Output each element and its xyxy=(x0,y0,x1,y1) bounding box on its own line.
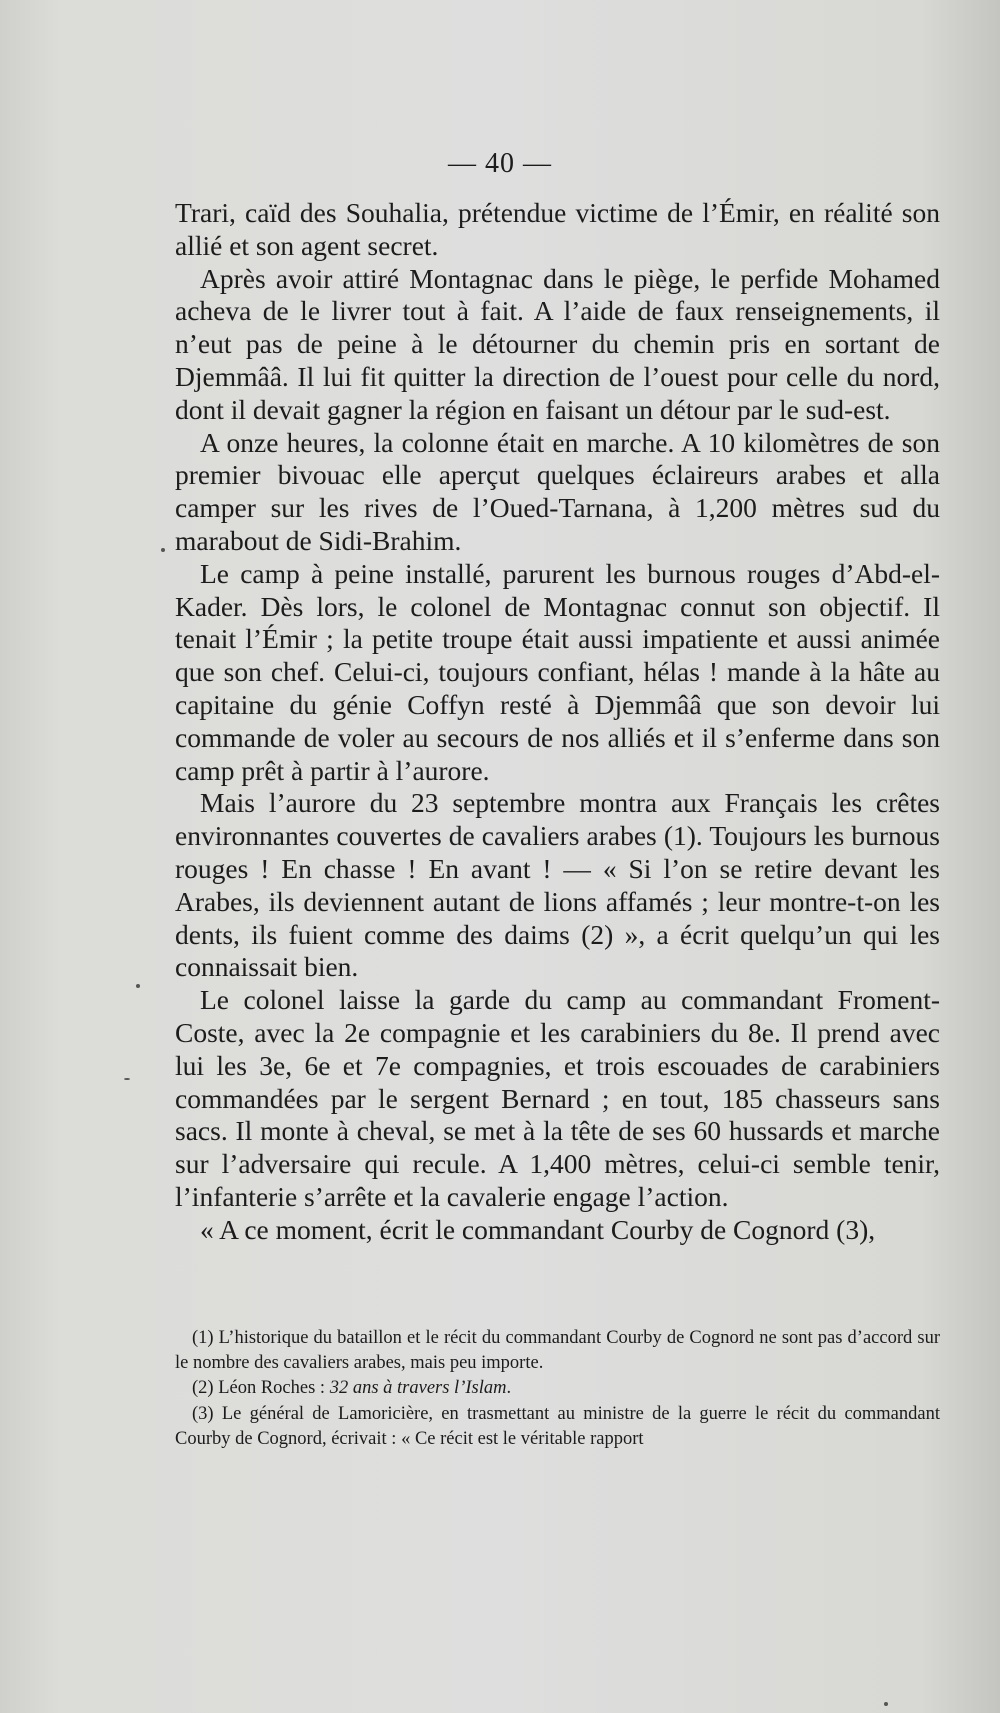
footnote-2-end: . xyxy=(506,1378,512,1399)
paragraph-courby-quote: « A ce moment, écrit le commandant Courby de Cognord (3), xyxy=(200,1213,876,1245)
ink-speck xyxy=(161,548,165,552)
footnotes xyxy=(175,1326,940,1452)
main-text xyxy=(175,197,940,1247)
paragraph-aurore-23-septembre: Mais l’aurore du 23 septembre montra aux Français les crêtes environnantes couvertes de cavaliers arabes (1). Toujours les burnous rouges ! En chasse ! En avant ! — « Si l’on se retire devant les Arabes, ils deviennent autant de lions affamés ; leur montre-t-on les dents, ils fuient comme des daims (2) », a écrit quelqu’un qui les connaissait bien. xyxy=(175,787,940,983)
footnote-2-author: (2) Léon Roches : xyxy=(192,1378,330,1399)
footnote-1: (1) L’historique du bataillon et le récit du commandant Courby de Cognord ne sont pas d’accord sur le nombre des cavaliers arabes, mais peu importe. xyxy=(175,1328,940,1374)
ink-speck xyxy=(136,984,140,988)
paragraph-continuation: Trari, caïd des Souhalia, prétendue victime de l’Émir, en réalité son allié et son agent secret. xyxy=(175,197,940,261)
paragraph-colonne-en-marche: A onze heures, la colonne était en marche. A 10 kilomètres de son premier bivouac elle aperçut quelques éclaireurs arabes et alla camper sur les rives de l’Oued-Tarnana, à 1,200 mètres sud du marabout de Sidi-Brahim. xyxy=(175,426,940,556)
paragraph-burnous-rouges: Le camp à peine installé, parurent les burnous rouges d’Abd-el-Kader. Dès lors, le colonel de Montagnac connut son objectif. Il tenait l’Émir ; la petite troupe était aussi impatiente et aussi animée que son chef. Celui-ci, toujours confiant, hélas ! mande à la hâte au capitaine du génie Coffyn resté à Djemmââ que son devoir lui commande de voler au secours de nos alliés et il s’enferme dans son camp prêt à partir à l’aurore. xyxy=(175,557,940,786)
ink-speck xyxy=(884,1702,888,1706)
page-number: — 40 — xyxy=(448,148,552,179)
ink-speck xyxy=(124,1078,130,1080)
paragraph-garde-du-camp: Le colonel laisse la garde du camp au commandant Froment-Coste, avec la 2e compagnie et les carabiniers du 8e. Il prend avec lui les 3e, 6e et 7e compagnies, et trois escouades de carabiniers commandées par le sergent Bernard ; en tout, 185 chasseurs sans sacs. Il monte à cheval, se met à la tête de ses 60 hussards et marche sur l’adversaire qui recule. A 1,400 mètres, celui-ci semble tenir, l’infanterie s’arrête et la cavalerie engage l’action. xyxy=(175,984,940,1212)
footnote-2 xyxy=(175,1376,940,1401)
footnote-3: (3) Le général de Lamoricière, en trasmettant au ministre de la guerre le récit du commandant Courby de Cognord, écrivait : « Ce récit est le véritable rapport xyxy=(175,1403,940,1449)
paragraph-perfide-mohamed: Après avoir attiré Montagnac dans le piège, le perfide Mohamed acheva de le livrer tout à fait. A l’aide de faux renseignements, il n’eut pas de peine à le détourner du chemin pris en sortant de Djemmââ. Il lui fit quitter la direction de l’ouest pour celle du nord, dont il devait gagner la région en faisant un détour par le sud-est. xyxy=(175,262,940,425)
footnote-2-book-title: 32 ans à travers l’Islam xyxy=(329,1378,507,1399)
